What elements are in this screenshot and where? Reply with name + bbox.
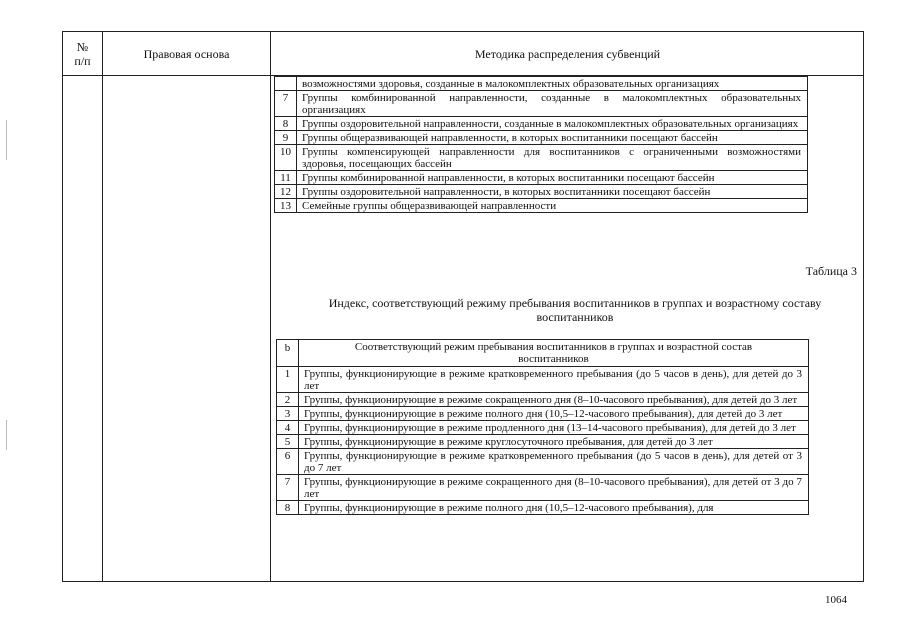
table-row: [277, 435, 808, 449]
table3: [276, 339, 809, 515]
table-row: [277, 421, 808, 435]
row-number: 9: [275, 131, 297, 144]
table-row: [277, 501, 808, 514]
table-row: [277, 367, 808, 393]
row-number: [275, 77, 297, 90]
table-row: [275, 145, 807, 171]
row-text: Группы, функционирующие в режиме кратковременного пребывания (до 5 часов в день), для детей от 3 до 7 лет: [304, 450, 802, 474]
row-number: 1: [277, 367, 299, 392]
table-row: [275, 131, 807, 145]
table-row: [277, 475, 808, 501]
header-num: № п/п: [74, 40, 91, 68]
row-text: Группы оздоровительной направленности, в которых воспитанники посещают бассейн: [302, 186, 711, 198]
column-divider: [270, 32, 271, 581]
table3-header-row: [277, 340, 808, 367]
page-number: 1064: [825, 594, 847, 606]
scan-margin-mark: [6, 420, 7, 450]
table-row: [275, 171, 807, 185]
row-number: 4: [277, 421, 299, 434]
row-text: Группы, функционирующие в режиме полного дня (10,5–12-часового пребывания), для: [304, 502, 714, 514]
table-row: [275, 185, 807, 199]
row-text: Группы, функционирующие в режиме продленного дня (13–14-часового пребывания), для детей до 3 лет: [304, 422, 796, 434]
row-text: Группы общеразвивающей направленности, в которых воспитанники посещают бассейн: [302, 132, 718, 144]
row-number: 8: [275, 117, 297, 130]
row-text: Группы, функционирующие в режиме сокращенного дня (8–10-часового пребывания), для детей от 3 до 7 лет: [304, 476, 802, 500]
table3-text-header: Соответствующий режим пребывания воспитанников в группах и возрастной состав воспитанников: [354, 341, 753, 365]
row-text: Группы, функционирующие в режиме кратковременного пребывания (до 5 часов в день), для детей до 3 лет: [304, 368, 802, 392]
table-row: [275, 199, 807, 212]
table3-label: Таблица 3: [805, 264, 857, 278]
outer-table: [62, 31, 864, 582]
scan-margin-mark: [6, 120, 7, 160]
row-text: Группы, функционирующие в режиме сокращенного дня (8–10-часового пребывания), для детей до 3 лет: [304, 394, 798, 406]
row-text: Группы компенсирующей направленности для воспитанников с ограниченными возможностями здоровья, посещающих бассейн: [302, 146, 801, 170]
header-method: Методика распределения субвенций: [474, 47, 661, 61]
row-text: Семейные группы общеразвивающей направленности: [302, 200, 557, 212]
row-number: 8: [277, 501, 299, 514]
table-row: [277, 407, 808, 421]
table-row: [277, 449, 808, 475]
row-number: 13: [275, 199, 297, 212]
table3-index-header: b: [277, 340, 299, 366]
row-text: Группы, функционирующие в режиме полного дня (10,5–12-часового пребывания), для детей до 3 лет: [304, 408, 783, 420]
groups-table: [274, 76, 808, 213]
row-text: Группы, функционирующие в режиме круглосуточного пребывания, для детей до 3 лет: [304, 436, 713, 448]
header-legal-basis: Правовая основа: [143, 47, 230, 61]
table-row: [277, 393, 808, 407]
table3-title: Индекс, соответствующий режиму пребывания воспитанников в группах и возрастному составу воспитанников: [328, 296, 822, 324]
table-row: [275, 91, 807, 117]
row-number: 3: [277, 407, 299, 420]
row-number: 10: [275, 145, 297, 170]
row-number: 7: [275, 91, 297, 116]
row-text: возможностями здоровья, созданные в малокомплектных образовательных организациях: [302, 78, 720, 90]
row-text: Группы комбинированной направленности, в которых воспитанники посещают бассейн: [302, 172, 715, 184]
row-number: 2: [277, 393, 299, 406]
row-number: 7: [277, 475, 299, 500]
column-divider: [102, 32, 103, 581]
table-row: [275, 77, 807, 91]
row-number: 11: [275, 171, 297, 184]
row-text: Группы комбинированной направленности, созданные в малокомплектных образовательных организациях: [302, 92, 801, 116]
row-number: 6: [277, 449, 299, 474]
row-text: Группы оздоровительной направленности, созданные в малокомплектных образовательных организациях: [302, 118, 799, 130]
row-number: 12: [275, 185, 297, 198]
table-row: [275, 117, 807, 131]
row-number: 5: [277, 435, 299, 448]
